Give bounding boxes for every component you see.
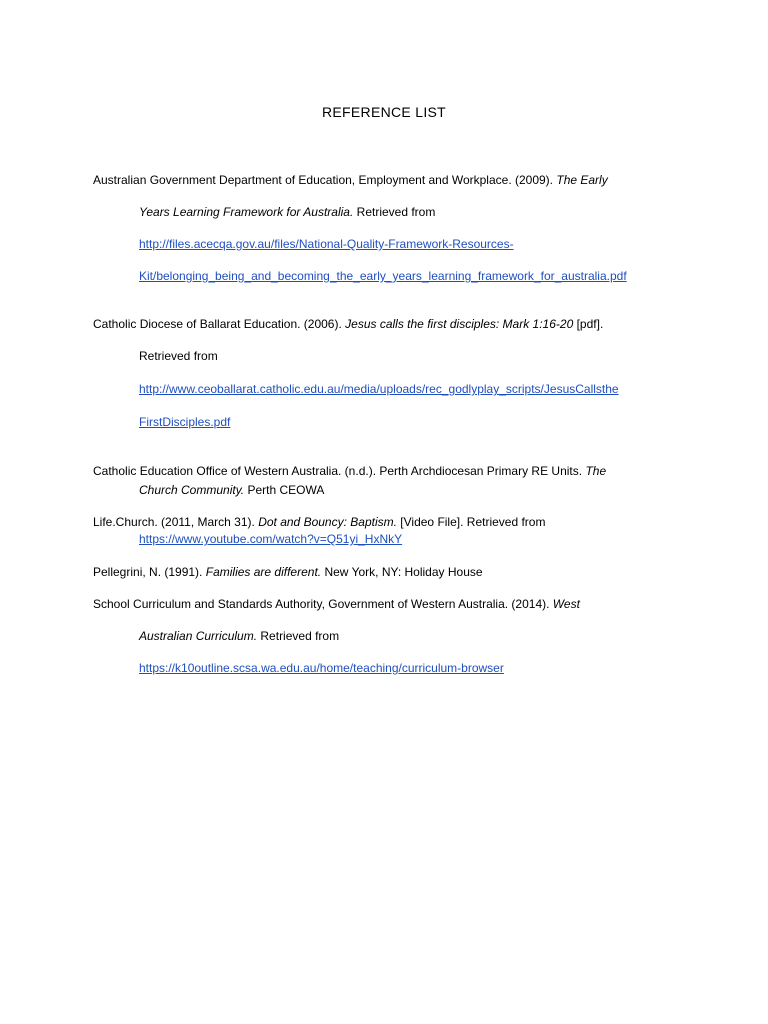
reference-6-retrieved: Retrieved from: [260, 629, 340, 643]
reference-6-line-2: [139, 628, 339, 644]
reference-2-format: [pdf].: [576, 317, 604, 331]
reference-6-line-1: [93, 596, 580, 612]
reference-2-authors: Catholic Diocese of Ballarat Education. (2006).: [93, 317, 342, 331]
reference-1-line-2: [139, 204, 435, 220]
reference-1-authors: Australian Government Department of Education, Employment and Workplace. (2009).: [93, 173, 554, 187]
reference-1-link-line-2: [139, 268, 627, 284]
reference-6-title-part: West: [552, 597, 580, 611]
reference-2-link-continued[interactable]: FirstDisciples.pdf: [139, 415, 231, 429]
reference-1-line-1: [93, 172, 608, 188]
reference-3-publisher: Perth CEOWA: [247, 483, 325, 497]
page-title: REFERENCE LIST: [322, 104, 446, 120]
reference-3-title-part: The: [585, 464, 607, 478]
reference-5-authors: Pellegrini, N. (1991).: [93, 565, 203, 579]
reference-1-link-continued[interactable]: Kit/belonging_being_and_becoming_the_early_years_learning_framework_for_australia.pdf: [139, 269, 627, 283]
reference-3-authors: Catholic Education Office of Western Australia. (n.d.). Perth Archdiocesan Primary RE Units.: [93, 464, 583, 478]
reference-6-authors: School Curriculum and Standards Authority, Government of Western Australia. (2014).: [93, 597, 550, 611]
reference-6-link-line: [139, 660, 504, 676]
reference-4-retrieved: [Video File]. Retrieved from: [400, 515, 546, 529]
reference-5-publisher: New York, NY: Holiday House: [324, 565, 483, 579]
reference-1-title-rest: Years Learning Framework for Australia.: [139, 205, 354, 219]
reference-4-authors: Life.Church. (2011, March 31).: [93, 515, 255, 529]
reference-3-line-2: [139, 482, 324, 498]
reference-6-title-rest: Australian Curriculum.: [139, 629, 258, 643]
reference-2-link[interactable]: http://www.ceoballarat.catholic.edu.au/media/uploads/rec_godlyplay_scripts/JesusCallsthe: [139, 382, 619, 396]
reference-2-link-line-2: [139, 414, 230, 430]
reference-2-line-2: [139, 348, 218, 364]
reference-4-link-line: [139, 531, 402, 547]
reference-2-line-1: [93, 316, 603, 332]
reference-5-title: Families are different.: [205, 565, 322, 579]
reference-6-link[interactable]: https://k10outline.scsa.wa.edu.au/home/teaching/curriculum-browser: [139, 661, 504, 675]
reference-4-line-1: [93, 514, 545, 530]
reference-1-link-line-1: [139, 236, 514, 252]
reference-5-line-1: [93, 564, 483, 580]
reference-3-title-rest: Church Community.: [139, 483, 245, 497]
reference-1-title-part: The Early: [556, 173, 608, 187]
reference-4-link[interactable]: https://www.youtube.com/watch?v=Q51yi_HxNkY: [139, 532, 403, 546]
reference-1-link[interactable]: http://files.acecqa.gov.au/files/National-Quality-Framework-Resources-: [139, 237, 514, 251]
reference-1-retrieved: Retrieved from: [356, 205, 436, 219]
reference-2-title: Jesus calls the first disciples: Mark 1:16-20: [345, 317, 574, 331]
reference-2-retrieved: Retrieved from: [139, 349, 218, 363]
reference-4-title: Dot and Bouncy: Baptism.: [258, 515, 397, 529]
reference-2-link-line-1: [139, 381, 619, 397]
reference-3-line-1: [93, 463, 606, 479]
